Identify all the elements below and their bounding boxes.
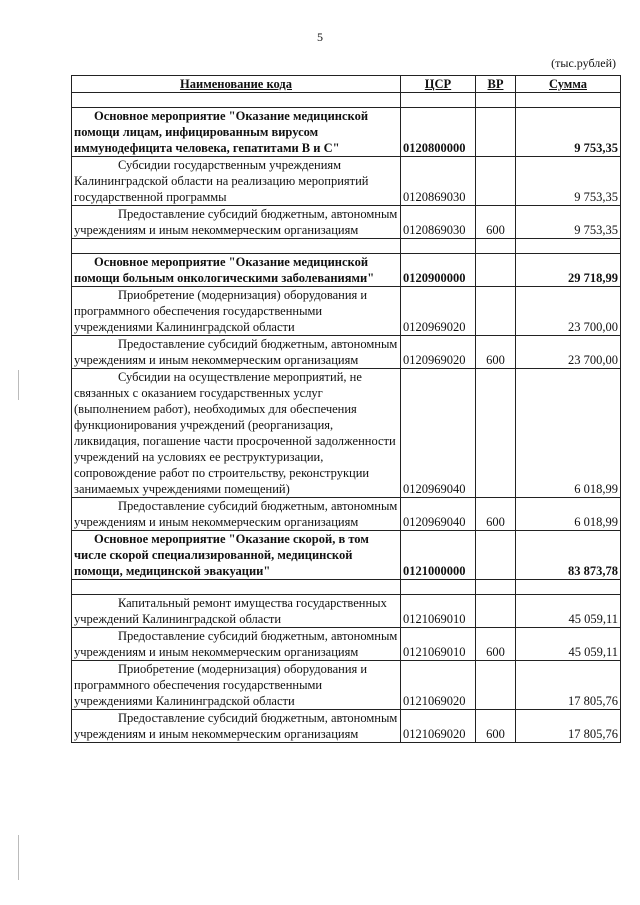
header-name: Наименование кода [72,76,401,93]
table-row [72,336,621,369]
row-csr: 0120969040 [401,369,476,498]
row-name: Приобретение (модернизация) оборудования и программного обеспечения государственными учреждениями Калининградской области [72,661,401,710]
row-name: Предоставление субсидий бюджетным, автономным учреждениям и иным некоммерческим организациям [72,628,401,661]
row-csr: 0121069020 [401,710,476,743]
row-vr [476,369,516,498]
row-name: Основное мероприятие "Оказание скорой, в том числе скорой специализированной, медицинской помощи, медицинской эвакуации" [72,531,401,580]
row-sum: 6 018,99 [516,369,621,498]
row-vr: 600 [476,498,516,531]
row-sum: 29 718,99 [516,254,621,287]
row-vr [476,531,516,580]
table-row [72,628,621,661]
table-row [72,206,621,239]
row-sum: 23 700,00 [516,287,621,336]
row-sum: 17 805,76 [516,661,621,710]
table-row [72,710,621,743]
row-name: Предоставление субсидий бюджетным, автономным учреждениям и иным некоммерческим организациям [72,710,401,743]
row-sum: 6 018,99 [516,498,621,531]
table-row [72,254,621,287]
scan-artifact [18,835,19,880]
table-row [72,108,621,157]
table-row [72,531,621,580]
row-vr [476,661,516,710]
table-header-row [72,76,621,93]
row-vr: 600 [476,710,516,743]
budget-table [71,75,621,743]
row-name: Предоставление субсидий бюджетным, автономным учреждениям и иным некоммерческим организациям [72,336,401,369]
row-csr: 0121000000 [401,531,476,580]
page-number: 5 [317,30,323,44]
row-sum: 23 700,00 [516,336,621,369]
row-vr [476,287,516,336]
row-sum: 45 059,11 [516,595,621,628]
units-label: (тыс.рублей) [551,56,616,70]
scan-artifact [18,370,19,400]
row-sum: 83 873,78 [516,531,621,580]
row-csr: 0121069010 [401,628,476,661]
header-vr: ВР [476,76,516,93]
row-sum: 9 753,35 [516,108,621,157]
row-name: Предоставление субсидий бюджетным, автономным учреждениям и иным некоммерческим организациям [72,206,401,239]
table-row [72,369,621,498]
row-csr: 0121069020 [401,661,476,710]
table-row [72,595,621,628]
spacer-row [72,580,621,595]
row-sum: 17 805,76 [516,710,621,743]
table-row [72,498,621,531]
row-csr: 0120869030 [401,157,476,206]
header-csr: ЦСР [401,76,476,93]
table-row [72,661,621,710]
spacer-row [72,93,621,108]
row-csr: 0121069010 [401,595,476,628]
row-name: Приобретение (модернизация) оборудования и программного обеспечения государственными учреждениями Калининградской области [72,287,401,336]
row-csr: 0120800000 [401,108,476,157]
row-name: Основное мероприятие "Оказание медицинской помощи больным онкологическими заболеваниями" [72,254,401,287]
spacer-row [72,239,621,254]
row-name: Предоставление субсидий бюджетным, автономным учреждениям и иным некоммерческим организациям [72,498,401,531]
row-sum: 45 059,11 [516,628,621,661]
table-row [72,157,621,206]
row-name: Субсидии государственным учреждениям Калининградской области на реализацию мероприятий государственной программы [72,157,401,206]
row-vr [476,254,516,287]
row-vr [476,108,516,157]
row-csr: 0120969020 [401,336,476,369]
row-csr: 0120969040 [401,498,476,531]
row-vr: 600 [476,628,516,661]
row-csr: 0120869030 [401,206,476,239]
row-vr: 600 [476,336,516,369]
row-csr: 0120969020 [401,287,476,336]
header-sum: Сумма [516,76,621,93]
row-name: Субсидии на осуществление мероприятий, не связанных с оказанием государственных услуг (выполнением работ), необходимых для обеспечения функционирования учреждений (реорганизация, ликвидация, погашение части просроченной задолженности учреждений на условиях ее реструктуризации, сопровождение работ по строительству, реконструкции занимаемых учреждениями помещений) [72,369,401,498]
row-csr: 0120900000 [401,254,476,287]
row-name: Капитальный ремонт имущества государственных учреждений Калининградской области [72,595,401,628]
row-sum: 9 753,35 [516,206,621,239]
row-vr: 600 [476,206,516,239]
row-vr [476,595,516,628]
row-sum: 9 753,35 [516,157,621,206]
row-name: Основное мероприятие "Оказание медицинской помощи лицам, инфицированным вирусом иммунодефицита человека, гепатитами В и С" [72,108,401,157]
table-row [72,287,621,336]
row-vr [476,157,516,206]
